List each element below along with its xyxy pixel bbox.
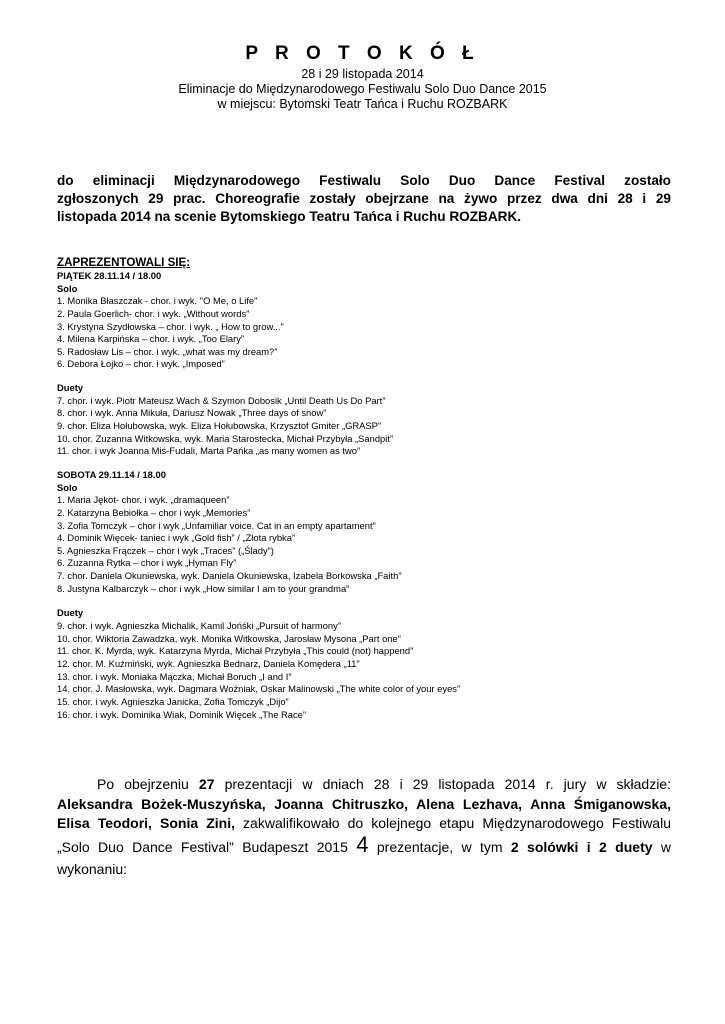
summary-text: prezentacji w dniach 28 i 29 listopada 2014 r. jury w składzie: — [214, 776, 671, 792]
list-item: 7. chor. i wyk. Piotr Mateusz Wach & Szymon Dobosik „Until Death Us Do Part” — [57, 394, 386, 406]
list-item: 6. Debora Łojko – chor. i wyk. „Imposed” — [57, 358, 225, 370]
list-item: 11. chor. K. Myrda, wyk. Katarzyna Myrda, Michał Przybyła „This could (not) happend” — [57, 645, 414, 657]
list-item: 6. Zuzanna Rytka – chor i wyk „Hyman Fly” — [57, 557, 237, 569]
list-item: 12. chor. M. Kuźmiński, wyk. Agnieszka Bednarz, Daniela Komędera „11” — [57, 657, 360, 669]
friday-duo-label: Duety — [57, 382, 84, 394]
intro-paragraph — [57, 172, 671, 226]
summary-text: zakwalifikowało do kolejnego etapu Międzynarodowego Festiwalu — [234, 815, 671, 831]
summary-text: Po obejrzeniu — [97, 776, 199, 792]
summary-text: prezentacje, w tym — [368, 838, 511, 855]
saturday-solo-label: Solo — [57, 481, 78, 493]
list-item: 3. Krystyna Szydłowska – chor. i wyk. „ How to grow..." — [57, 320, 284, 332]
performance-list — [57, 256, 677, 721]
list-item: 13. chor. i wyk. Moniaka Mączka, Michał Boruch „I and I” — [57, 670, 292, 682]
spacer — [57, 371, 677, 382]
list-item: 5. Agnieszka Frączek – chor i wyk „Traces” („Ślady”) — [57, 544, 274, 556]
saturday-heading: SOBOTA 29.11.14 / 18.00 — [57, 468, 166, 480]
qualified-count: 4 — [356, 831, 369, 857]
list-item: 1. Maria Jękot- chor. i wyk. „dramaqueen” — [57, 494, 230, 506]
summary-text: w — [652, 838, 672, 855]
summary-text: „Solo Duo Dance Festival” Budapeszt 2015 — [57, 838, 357, 855]
list-item: 5. Radosław Lis – chor. i wyk. „what was my dream?” — [57, 345, 278, 357]
spacer — [57, 458, 677, 469]
list-item: 2. Paula Goerlich- chor. i wyk. „Without words” — [57, 307, 250, 319]
list-item: 3. Zofia Tomczyk – chor i wyk „Unfamiliar voice. Cat in an empty apartament” — [57, 519, 376, 531]
list-item: 15. chor. i wyk. Agnieszka Janicka, Zofia Tomczyk „Dijo” — [57, 695, 289, 707]
list-item: 4. Milena Karpińska – chor. i wyk. „Too Elary” — [57, 333, 245, 345]
header-venue: w miejscu: Bytomski Teatr Tańca i Ruchu ROZBARK — [217, 97, 508, 111]
summary-line — [57, 775, 671, 795]
qualified-breakdown: 2 solówki i 2 duety — [510, 838, 653, 855]
list-item: 16. chor. i wyk. Dominika Wiak, Dominik Więcek „The Race” — [57, 708, 307, 720]
header-event: Eliminacje do Międzynarodowego Festiwalu Solo Duo Dance 2015 — [178, 82, 547, 96]
list-item: 8. Justyna Kalbarczyk – chor i wyk „How similar I am to your grandma” — [57, 582, 350, 594]
list-item: 2. Katarzyna Bebiołka – chor i wyk „Memories” — [57, 506, 251, 518]
intro-line: listopada 2014 na scenie Bytomskiego Teatru Tańca i Ruchu ROZBARK. — [57, 209, 522, 224]
list-item: 10. chor. Zuzanna Witkowska, wyk. Maria Starostecka, Michał Przybyła „Sandpit” — [57, 432, 394, 444]
presented-heading: ZAPREZENTOWALI SIĘ: — [57, 256, 191, 269]
jury-names-line: Aleksandra Bożek-Muszyńska, Joanna Chitruszko, Alena Lezhava, Anna Śmiganowska, — [57, 795, 671, 812]
list-item: 9. chor. Eliza Hołubowska, wyk. Eliza Hołubowska, Krzysztof Gmiter „GRASP” — [57, 420, 382, 432]
friday-solo-label: Solo — [57, 282, 78, 294]
friday-heading: PIĄTEK 28.11.14 / 18.00 — [57, 270, 162, 281]
saturday-duo-label: Duety — [57, 607, 84, 619]
summary-paragraph — [57, 775, 671, 879]
list-item: 10. chor. Wiktoria Zawadzka, wyk. Monika Witkowska, Jarosław Mysona „Part one” — [57, 632, 401, 644]
intro-line: do eliminacji Międzynarodowego Festiwalu Solo Duo Dance Festival zostało — [57, 173, 671, 188]
list-item: 9. chor. i wyk. Agnieszka Michalik, Kamil Jońśki „Pursuit of harmony” — [57, 620, 341, 632]
document-title: P R O T O K Ó Ł — [245, 43, 480, 64]
presentation-count: 27 — [198, 776, 215, 792]
summary-line: wykonaniu: — [57, 860, 128, 877]
list-item: 8. chor. i wyk. Anna Mikuła, Dariusz Nowak „Three days of snow” — [57, 407, 327, 419]
summary-line — [57, 831, 672, 860]
list-item: 11. chor. i wyk Joanna Miś-Fudali, Marta Pańka „as many women as two” — [57, 445, 361, 457]
jury-names: Elisa Teodori, Sonia Zini, — [57, 815, 235, 831]
list-item: 7. chor. Daniela Okuniewska, wyk. Daniela Okuniewska, Izabela Borkowska „Faith” — [57, 570, 402, 582]
list-item: 4. Dominik Więcek- taniec i wyk „Gold fish” / „Złota rybka” — [57, 532, 296, 544]
intro-line: zgłoszonych 29 prac. Choreografie zostały obejrzane na żywo przez dwa dni 28 i 29 — [57, 191, 671, 206]
list-item: 1. Monika Błaszczak - chor. i wyk. "O Me, o Life" — [57, 295, 258, 307]
header-date: 28 i 29 listopada 2014 — [301, 67, 424, 81]
spacer — [57, 595, 677, 607]
list-item: 14. chor. J. Masłowska, wyk. Dagmara Woźniak, Oskar Malinowski „The white color of your eyes” — [57, 683, 461, 695]
